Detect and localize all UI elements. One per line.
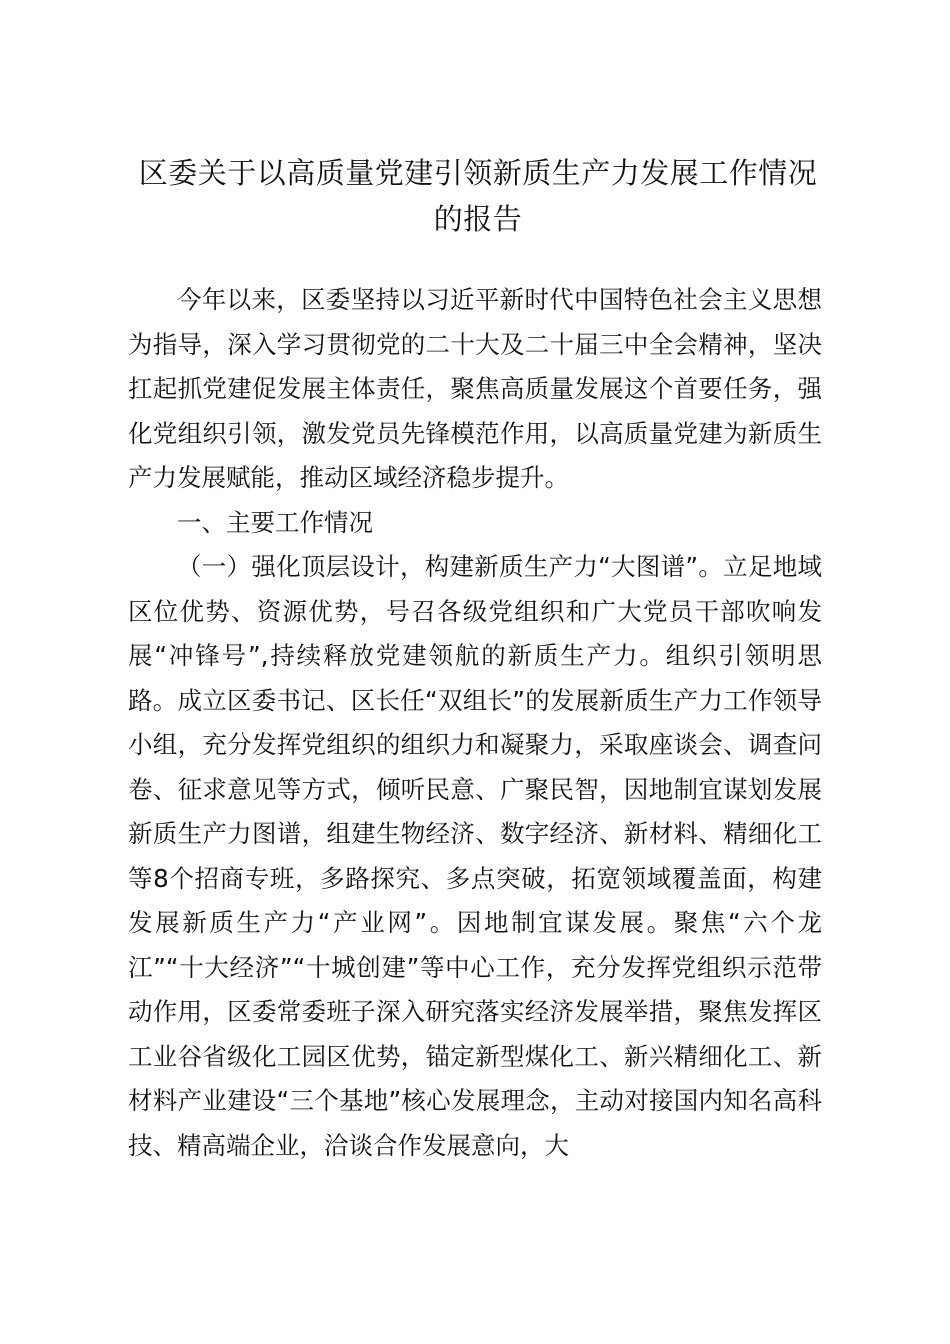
document-body	[128, 278, 822, 1168]
intro-paragraph: 今年以来，区委坚持以习近平新时代中国特色社会主义思想为指导，深入学习贯彻党的二十大及二十届三中全会精神，坚决扛起抓党建促发展主体责任，聚焦高质量发展这个首要任务，强化党组织引领，激发党员先锋模范作用，以高质量党建为新质生产力发展赋能，推动区域经济稳步提升。	[128, 285, 822, 492]
subsection-paragraph: （一）强化顶层设计，构建新质生产力“大图谱”。立足地域区位优势、资源优势，号召各级党组织和广大党员干部吹响发展“冲锋号”,持续释放党建领航的新质生产力。组织引领明思路。成立区委书记、区长任“双组长”的发展新质生产力工作领导小组，充分发挥党组织的组织力和凝聚力，采取座谈会、调查问卷、征求意见等方式，倾听民意、广聚民智，因地制宜谋划发展新质生产力图谱，组建生物经济、数字经济、新材料、精细化工等8个招商专班，多路探究、多点突破，拓宽领域覆盖面，构建发展新质生产力“产业网”。因地制宜谋发展。聚焦“六个龙江”“十大经济”“十城创建”等中心工作，充分发挥党组织示范带动作用，区委常委班子深入研究落实经济发展举措，聚焦发挥区工业谷省级化工园区优势，锚定新型煤化工、新兴精细化工、新材料产业建设“三个基地”核心发展理念，主动对接国内知名高科技、精高端企业，洽谈合作发展意向，大	[128, 552, 822, 1160]
document-title: 区委关于以高质量党建引领新质生产力发展工作情况的报告	[138, 156, 818, 236]
section-heading: 一、主要工作情况	[177, 507, 373, 537]
